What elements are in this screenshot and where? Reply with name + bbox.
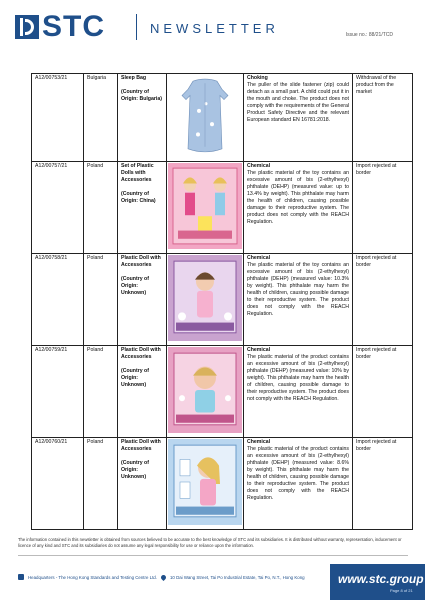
- table-row: [32, 254, 413, 346]
- product-name: Plastic Doll with Accessories: [121, 255, 161, 268]
- risk-description: The puller of the slide fastener (zip) could detach as a small part. A child could put it in the mouth and choke. The product does not comply with the requirements of the General Product Safety Directive and the relevant European standard EN 16781:2018.: [247, 82, 349, 123]
- product-notice-table: [31, 73, 413, 530]
- header-divider: [136, 14, 137, 40]
- doll-photo: [168, 347, 242, 433]
- risk-cell: [244, 254, 353, 346]
- brand-name: STC: [42, 10, 105, 43]
- sleep-bag-photo: [168, 75, 242, 157]
- newsletter-title: NEWSLETTER: [150, 21, 279, 36]
- table-row: [32, 438, 413, 530]
- doll-photo: [168, 255, 242, 341]
- risk-type: Choking: [247, 75, 268, 81]
- website-link[interactable]: www.stc.group: [338, 572, 424, 586]
- risk-description: The plastic material of the toy contains an excessive amount of bis (2-ethylhexyl) phthalate (DEHP) (measured value: 10.3% by weight). This phthalate may harm the health of children, causing possible damage to their reproductive system. The product does not comply with the REACH Regulation.: [247, 262, 349, 317]
- product-image-cell: [167, 162, 244, 254]
- product-image-cell: [167, 74, 244, 162]
- disclaimer-text: The information contained in this newsletter is obtained from sources believed to be accurate to the best knowledge of STC and its subsidiaries. It is distributed without warranty, representation, inducement or licence of any kind and STC and its subsidiaries do not assume any legal responsibility for use or reliance upon the information.: [18, 537, 402, 548]
- notifying-country: Poland: [84, 254, 118, 346]
- product-cell: [118, 254, 167, 346]
- headquarters-text: Headquarters - The Hong Kong Standards and Testing Centre Ltd.: [28, 574, 157, 580]
- location-pin-icon: [160, 573, 167, 580]
- country-of-origin: (Country of Origin: Bulgaria): [121, 89, 162, 102]
- measures-taken: Import rejected at border: [353, 346, 413, 438]
- page-number: Page 8 of 21: [390, 588, 413, 593]
- measures-taken: Import rejected at border: [353, 162, 413, 254]
- risk-cell: [244, 346, 353, 438]
- risk-type: Chemical: [247, 347, 271, 353]
- notifying-country: Poland: [84, 438, 118, 530]
- product-image-cell: [167, 254, 244, 346]
- country-of-origin: (Country of Origin: China): [121, 191, 156, 204]
- website-banner: [330, 564, 425, 600]
- country-of-origin: (Country of Origin: Unknown): [121, 276, 149, 296]
- notifying-country: Poland: [84, 162, 118, 254]
- notification-ref: A12/00758/21: [32, 254, 84, 346]
- product-image-cell: [167, 438, 244, 530]
- risk-cell: [244, 438, 353, 530]
- table-row: [32, 162, 413, 254]
- table-row: [32, 74, 413, 162]
- product-image-cell: [167, 346, 244, 438]
- notification-ref: A12/00760/21: [32, 438, 84, 530]
- risk-description: The plastic material of the product contains an excessive amount of bis (2-ethylhexyl) phthalate (DEHP) (measured value: 8.6% by weight). This phthalate may harm the health of children, causing possible damage to their reproductive system. The product does not comply with the REACH Regulation.: [247, 446, 349, 501]
- measures-taken: Withdrawal of the product from the market: [353, 74, 413, 162]
- risk-cell: [244, 162, 353, 254]
- doll-set-photo: [168, 163, 242, 249]
- notification-ref: A12/00753/21: [32, 74, 84, 162]
- product-cell: [118, 346, 167, 438]
- country-of-origin: (Country of Origin: Unknown): [121, 368, 149, 388]
- measures-taken: Import rejected at border: [353, 438, 413, 530]
- risk-description: The plastic material of the product contains an excessive amount of bis (2-ethylhexyl) phthalate (DEHP) (measured value: 10% by weight). This phthalate may harm the health of children, causing possible damage to their reproductive system. The product does not comply with the REACH Regulation.: [247, 354, 349, 402]
- doll-photo: [168, 439, 242, 525]
- country-of-origin: (Country of Origin: Unknown): [121, 460, 149, 480]
- notifying-country: Bulgaria: [84, 74, 118, 162]
- risk-type: Chemical: [247, 255, 271, 261]
- product-name: Set of Plastic Dolls with Accessories: [121, 163, 154, 183]
- newsletter-header: [0, 0, 425, 50]
- risk-type: Chemical: [247, 163, 271, 169]
- product-name: Plastic Doll with Accessories: [121, 347, 161, 360]
- issue-number: Issue no.: 88/21/TCD: [345, 32, 393, 38]
- notifying-country: Poland: [84, 346, 118, 438]
- footer-contact: [18, 574, 305, 580]
- measures-taken: Import rejected at border: [353, 254, 413, 346]
- building-icon: [18, 574, 24, 580]
- product-cell: [118, 438, 167, 530]
- product-name: Plastic Doll with Accessories: [121, 439, 161, 452]
- notification-ref: A12/00759/21: [32, 346, 84, 438]
- stc-logo-icon: [15, 15, 39, 39]
- product-name: Sleep Bag: [121, 75, 147, 81]
- risk-type: Chemical: [247, 439, 271, 445]
- product-cell: [118, 74, 167, 162]
- notification-ref: A12/00757/21: [32, 162, 84, 254]
- risk-description: The plastic material of the toy contains an excessive amount of bis (2-ethylhexyl) phthalate (DEHP) (measured value: up to 13.4% by weight). This phthalate may harm the health of children, causing possible damage to their reproductive system. The product does not comply with the REACH Regulation.: [247, 170, 349, 225]
- footer-divider: [18, 555, 408, 556]
- table-row: [32, 346, 413, 438]
- product-cell: [118, 162, 167, 254]
- risk-cell: [244, 74, 353, 162]
- address-text: 10 Dai Wang Street, Tai Po Industrial Estate, Tai Po, N.T., Hong Kong: [169, 574, 305, 580]
